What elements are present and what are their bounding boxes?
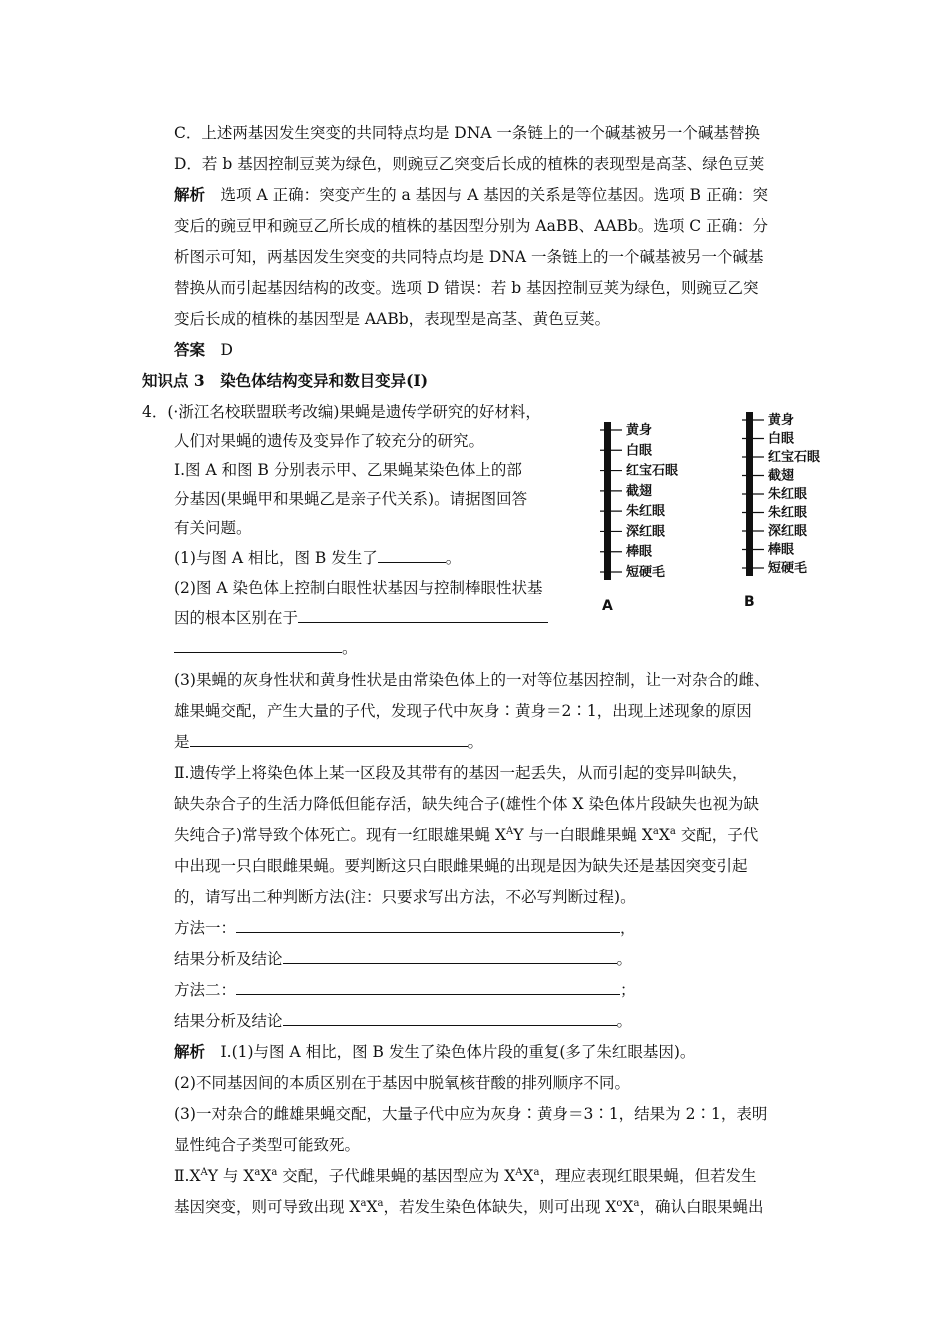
gene-label: 截翅 [768,468,795,484]
q4-sub-1 [174,548,461,568]
analysis-1-line-4: 替换从而引起基因结构的改变。选项 D 错误：若 b 基因控制豆荚为绿色，则豌豆乙突 [174,279,759,297]
gene-label: 深红眼 [768,524,808,539]
result-2 [174,1011,632,1031]
chromosome-figure [590,400,850,625]
answer-blank[interactable] [236,918,620,933]
analysis-1-line-3: 析图示可知，两基因发生突变的共同特点均是 DNA 一条链上的一个碱基被另一个碱基 [174,248,764,266]
q4-line-4: 分基因(果蝇甲和果蝇乙是亲子代关系)。请据图回答 [174,490,528,508]
text-seg: X [260,1167,272,1185]
superscript: A [200,1166,208,1178]
superscript: a [271,1166,278,1178]
analysis-1-line-2: 变后的豌豆甲和豌豆乙所长成的植株的基因型分别为 AaBB、AABb。选项 C 正确：分 [174,217,769,235]
gene-label: 棒眼 [768,542,795,558]
q4-part2-line-4: 中出现一只白眼雌果蝇。要判断这只白眼雌果蝇的出现是因为缺失还是基因突变引起 [174,857,748,875]
q4-sub-2-line-3 [174,638,358,658]
gene-label: 棒眼 [626,544,653,560]
q4-line-1: 4．(·浙江名校联盟联考改编)果蝇是遗传学研究的好材料， [142,403,541,421]
answer-blank[interactable] [298,608,548,623]
method-2-label: 方法二： [174,981,237,999]
gene-label: 红宝石眼 [626,463,679,479]
figure-caption: A [602,598,613,614]
text-seg: X [658,826,670,844]
result-1-label: 结果分析及结论 [174,950,283,968]
q4-sub-3-end: 。 [467,733,484,751]
superscript: a [377,1197,384,1209]
gene-label: 深红眼 [626,524,666,540]
result-2-label: 结果分析及结论 [174,1012,283,1030]
analysis-2-line-2: (2)不同基因间的本质区别在于基因中脱氧核苷酸的排列顺序不同。 [174,1074,630,1092]
q4-part2-line-1: Ⅱ.遗传学上将染色体上某一区段及其带有的基因一起丢失，从而引起的变异叫缺失， [174,764,748,782]
gene-label: 截翅 [626,483,653,499]
superscript: o [616,1197,623,1209]
q4-sub-2-line-1: (2)图 A 染色体上控制白眼性状基因与控制棒眼性状基 [174,579,543,597]
option-c: C．上述两基因发生突变的共同特点均是 DNA 一条链上的一个碱基被另一个碱基替换 [174,124,760,142]
method-2 [174,980,636,1000]
answer-blank[interactable] [236,980,620,995]
punct: 。 [616,1012,633,1030]
text-seg: 失纯合子)常导致个体死亡。现有一红眼雄果蝇 X [174,826,507,844]
analysis-2-line-3: (3)一对杂合的雌雄果蝇交配，大量子代中应为灰身∶黄身＝3∶1，结果为 2∶1，表明 [174,1105,768,1123]
superscript: A [506,825,514,837]
gene-label: 短硬毛 [626,565,666,580]
answer-line [174,340,233,360]
text-seg: ，若发生染色体缺失，则可出现 X [383,1198,617,1216]
gene-label: 黄身 [626,423,653,438]
gene-label: 白眼 [768,431,795,447]
text-seg: Ⅱ.X [174,1167,201,1185]
analysis-1-line-1 [174,185,768,205]
analysis-label: 解析 [174,1042,206,1061]
gene-label: 朱红眼 [626,504,666,520]
text-seg: Y 与 X [207,1167,255,1185]
analysis-2-line-1 [174,1042,695,1062]
punct: ， [620,919,636,937]
text-seg: X [522,1167,534,1185]
text-seg: 基因突变，则可导致出现 X [174,1198,361,1216]
q4-part2-line-3 [174,825,758,845]
analysis-text: Ⅰ.(1)与图 A 相比，图 B 发生了染色体片段的重复(多了朱红眼基因)。 [220,1043,696,1061]
q4-line-5: 有关问题。 [174,519,252,537]
q4-sub-2-text: 因的根本区别在于 [174,609,299,627]
q4-sub-3-line-3 [174,732,483,752]
superscript: a [633,1197,640,1209]
q4-sub-2-line-2 [174,608,548,628]
q4-sub-1-text: (1)与图 A 相比，图 B 发生了 [174,549,378,567]
chromosome-b [742,412,820,610]
text-seg: 交配，子代 [675,826,759,844]
answer-blank[interactable] [174,638,342,653]
punct: ； [620,981,636,999]
answer-label: 答案 [174,340,206,359]
method-1-label: 方法一： [174,919,237,937]
gene-label: 朱红眼 [768,505,808,521]
chromosome-a [600,422,678,614]
answer-blank[interactable] [190,732,468,747]
option-d: D．若 b 基因控制豆荚为绿色，则豌豆乙突变后长成的植株的表现型是高茎、绿色豆荚 [174,155,765,173]
text-seg: ，理应表现红眼果蝇，但若发生 [539,1167,757,1185]
punct: 。 [616,950,633,968]
q4-part2-line-5: 的，请写出二种判断方法(注：只要求写出方法，不必写判断过程)。 [174,888,636,906]
chromosome-bar [604,422,611,580]
superscript: a [669,825,676,837]
figure-caption: B [744,594,755,610]
text-seg: Y 与一白眼雌果蝇 X [513,826,653,844]
answer-blank[interactable] [378,548,446,563]
superscript: A [515,1166,523,1178]
gene-label: 朱红眼 [768,487,808,502]
gene-label: 短硬毛 [768,561,808,576]
gene-label: 白眼 [626,443,653,459]
answer-value: D [220,341,233,359]
analysis-text: 选项 A 正确：突变产生的 a 基因与 A 基因的关系是等位基因。选项 B 正确：突 [220,186,768,204]
text-seg: ，确认白眼果蝇出 [639,1198,764,1216]
section-heading: 知识点 3 染色体结构变异和数目变异(Ⅰ) [142,371,429,390]
answer-blank[interactable] [283,1011,617,1026]
analysis-2-line-5 [174,1166,757,1186]
superscript: a [533,1166,540,1178]
analysis-2-line-4: 显性纯合子类型可能致死。 [174,1136,361,1154]
q4-part2-line-2: 缺失杂合子的生活力降低但能存活，缺失纯合子(雄性个体 X 染色体片段缺失也视为缺 [174,795,759,813]
analysis-1-line-5: 变后长成的植株的基因型是 AABb，表现型是高茎、黄色豆荚。 [174,310,611,328]
text-seg: X [622,1198,634,1216]
q4-sub-2-end: 。 [342,639,358,657]
text-seg: X [366,1198,378,1216]
text-seg: 交配，子代雌果蝇的基因型应为 X [277,1167,516,1185]
answer-blank[interactable] [283,949,617,964]
gene-label: 红宝石眼 [768,450,821,465]
q4-sub-3-text: 是 [174,733,190,751]
superscript: a [360,1197,367,1209]
q4-sub-3-line-1: (3)果蝇的灰身性状和黄身性状是由常染色体上的一对等位基因控制，让一对杂合的雌、 [174,671,770,689]
method-1 [174,918,636,938]
superscript: a [652,825,659,837]
q4-sub-1-end: 。 [445,549,462,567]
analysis-label: 解析 [174,185,206,204]
q4-line-2: 人们对果蝇的遗传及变异作了较充分的研究。 [174,432,485,450]
superscript: a [254,1166,261,1178]
gene-label: 黄身 [768,413,795,428]
q4-line-3: Ⅰ.图 A 和图 B 分别表示甲、乙果蝇某染色体上的部 [174,461,522,479]
q4-sub-3-line-2: 雄果蝇交配，产生大量的子代，发现子代中灰身∶黄身＝2∶1，出现上述现象的原因 [174,702,752,720]
analysis-2-line-6 [174,1197,763,1217]
result-1 [174,949,632,969]
